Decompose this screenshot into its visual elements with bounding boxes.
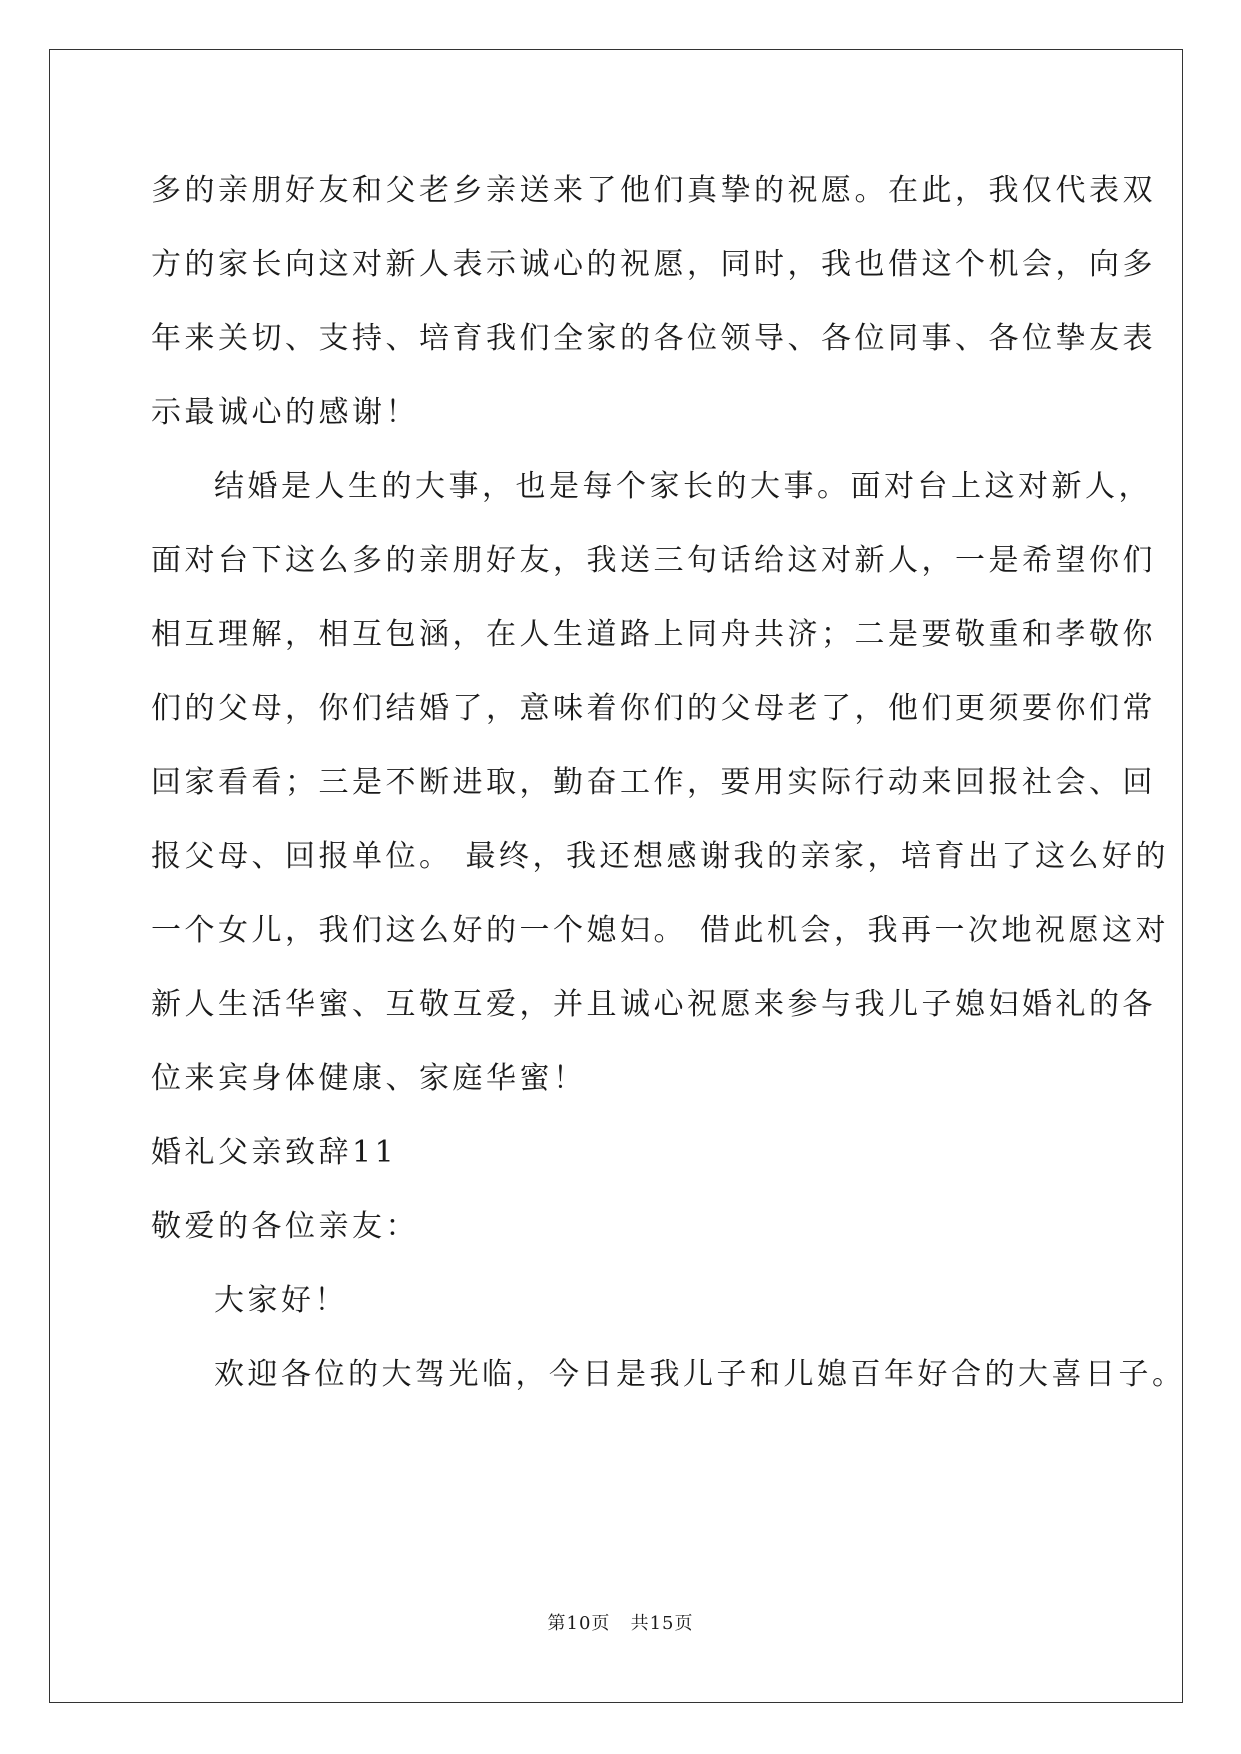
welcome-line: 欢迎各位的大驾光临，今日是我儿子和儿媳百年好合的大喜日子。	[214, 1357, 1186, 1392]
paragraph-1-line-2: 方的家长向这对新人表示诚心的祝愿，同时，我也借这个机会，向多	[151, 247, 1156, 282]
page-footer: 第10页 共15页	[547, 1613, 694, 1634]
paragraph-2-line-1: 结婚是人生的大事，也是每个家长的大事。面对台上这对新人，	[214, 469, 1152, 504]
salutation: 敬爱的各位亲友：	[151, 1209, 419, 1244]
paragraph-1-line-4: 示最诚心的感谢！	[151, 395, 419, 430]
paragraph-2-line-8: 新人生活华蜜、互敬互爱，并且诚心祝愿来参与我儿子媳妇婚礼的各	[151, 987, 1156, 1022]
paragraph-1-line-1: 多的亲朋好友和父老乡亲送来了他们真挚的祝愿。在此，我仅代表双	[151, 173, 1156, 208]
paragraph-2-line-6: 报父母、回报单位。 最终，我还想感谢我的亲家，培育出了这么好的	[151, 839, 1170, 874]
paragraph-2-line-5: 回家看看；三是不断进取，勤奋工作，要用实际行动来回报社会、回	[151, 765, 1156, 800]
paragraph-1-line-3: 年来关切、支持、培育我们全家的各位领导、各位同事、各位挚友表	[151, 321, 1156, 356]
paragraph-2-line-3: 相互理解，相互包涵，在人生道路上同舟共济；二是要敬重和孝敬你	[151, 617, 1156, 652]
greeting: 大家好！	[214, 1283, 348, 1318]
paragraph-2-line-9: 位来宾身体健康、家庭华蜜！	[151, 1061, 587, 1096]
paragraph-2-line-2: 面对台下这么多的亲朋好友，我送三句话给这对新人，一是希望你们	[151, 543, 1156, 578]
paragraph-2-line-4: 们的父母，你们结婚了，意味着你们的父母老了，他们更须要你们常	[151, 691, 1156, 726]
paragraph-2-line-7: 一个女儿，我们这么好的一个媳妇。 借此机会，我再一次地祝愿这对	[151, 913, 1170, 948]
section-title: 婚礼父亲致辞11	[151, 1135, 398, 1170]
